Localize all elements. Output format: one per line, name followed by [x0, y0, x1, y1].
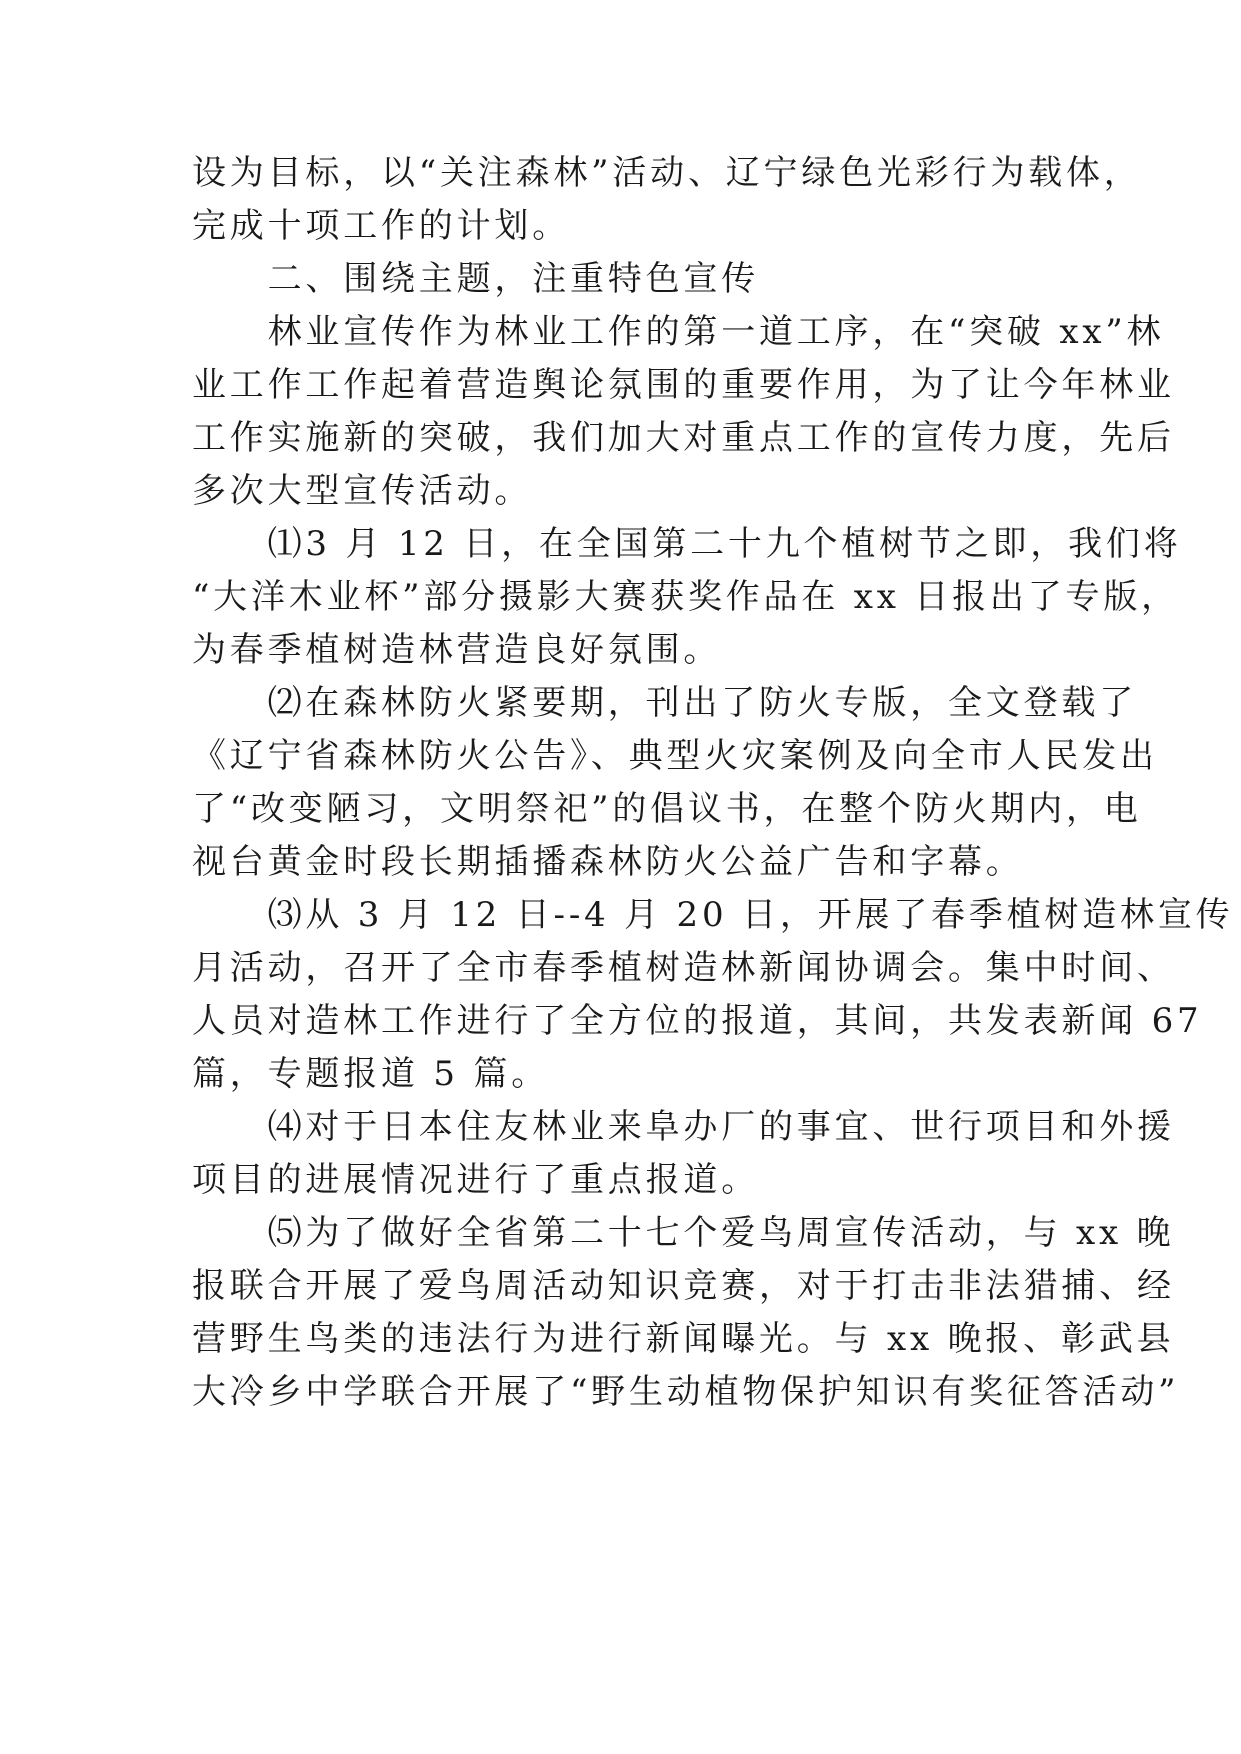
- text-line: 设为目标，以“关注森林”活动、辽宁绿色光彩行为载体，: [192, 153, 1142, 193]
- text-line: 人员对造林工作进行了全方位的报道，其间，共发表新闻 67: [192, 1001, 1203, 1041]
- text-line: 月活动，召开了全市春季植树造林新闻协调会。集中时间、: [192, 948, 1175, 988]
- text-line: 大冷乡中学联合开展了“野生动植物保护知识有奖征答活动”: [192, 1372, 1180, 1412]
- text-line: 项目的进展情况进行了重点报道。: [192, 1160, 759, 1200]
- text-line: 篇，专题报道 5 篇。: [192, 1054, 550, 1094]
- text-line: ⑷对于日本住友林业来阜办厂的事宜、世行项目和外援: [192, 1107, 1175, 1147]
- text-line: 业工作工作起着营造舆论氛围的重要作用，为了让今年林业: [192, 365, 1175, 405]
- text-line: ⑵在森林防火紧要期，刊出了防火专版，全文登载了: [192, 683, 1137, 723]
- text-line: ⑴3 月 12 日，在全国第二十九个植树节之即，我们将: [192, 524, 1182, 564]
- text-line: 视台黄金时段长期插播森林防火公益广告和字幕。: [192, 842, 1024, 882]
- text-line: “大洋木业杯”部分摄影大赛获奖作品在 xx 日报出了专版，: [192, 577, 1179, 617]
- text-line: 多次大型宣传活动。: [192, 471, 533, 511]
- section-heading: 二、围绕主题，注重特色宣传: [192, 259, 759, 299]
- text-line: 为春季植树造林营造良好氛围。: [192, 630, 722, 670]
- text-line: 报联合开展了爱鸟周活动知识竞赛，对于打击非法猎捕、经: [192, 1266, 1175, 1306]
- text-line: 了“改变陋习，文明祭祀”的倡议书，在整个防火期内，电: [192, 789, 1142, 829]
- text-line: 工作实施新的突破，我们加大对重点工作的宣传力度，先后: [192, 418, 1175, 458]
- text-line: 营野生鸟类的违法行为进行新闻曝光。与 xx 晚报、彰武县: [192, 1319, 1175, 1359]
- text-line: ⑸为了做好全省第二十七个爱鸟周宣传活动，与 xx 晚: [192, 1213, 1175, 1253]
- text-line: 《辽宁省森林防火公告》、典型火灾案例及向全市人民发出: [192, 736, 1158, 776]
- text-line: 完成十项工作的计划。: [192, 206, 570, 246]
- text-line: ⑶从 3 月 12 日--4 月 20 日，开展了春季植树造林宣传: [192, 895, 1234, 935]
- text-line: 林业宣传作为林业工作的第一道工序，在“突破 xx”林: [192, 312, 1165, 352]
